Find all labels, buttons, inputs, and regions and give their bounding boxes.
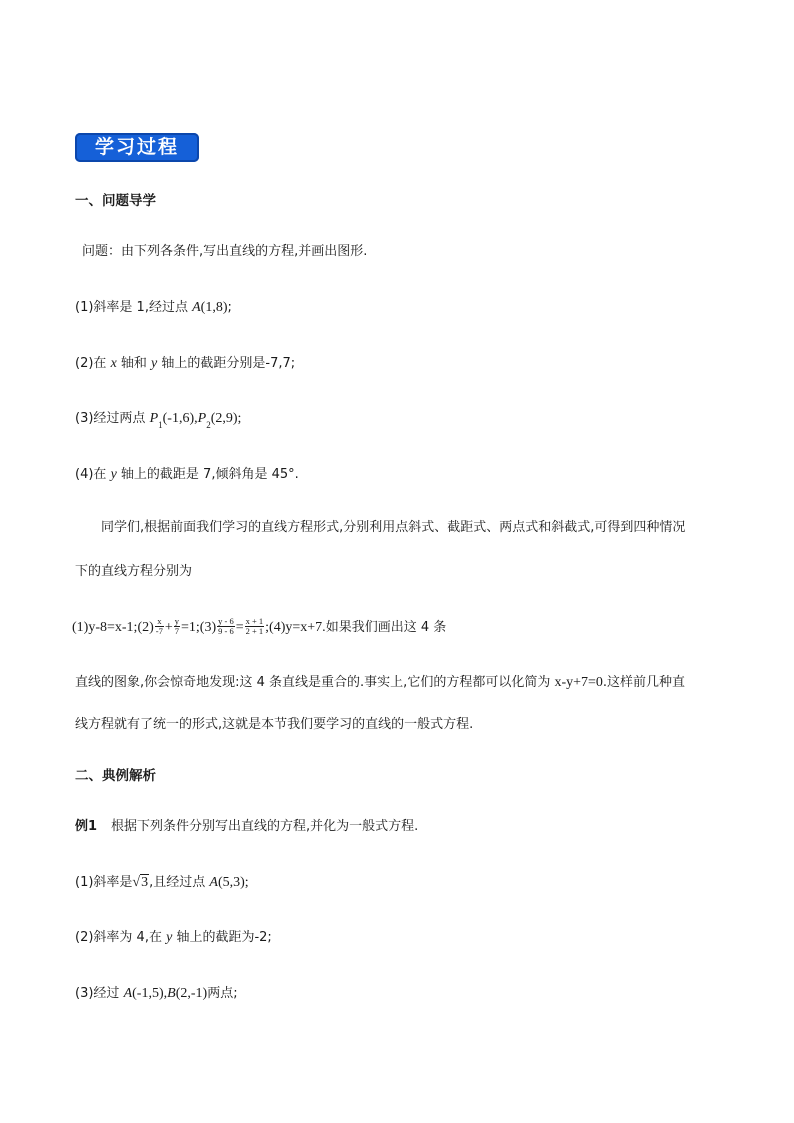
item-text: 轴上的截距为-2; [172, 930, 272, 945]
equation-4: ;(4)y=x+7. [265, 620, 326, 635]
var-x: x [110, 356, 117, 371]
paragraph-2-line-2: 线方程就有了统一的形式,这就是本节我们要学习的直线的一般式方程. [75, 717, 474, 732]
var-y: y [151, 356, 158, 371]
fraction-two-point-right [245, 617, 265, 636]
example-1 [75, 818, 418, 836]
item-text: (4)在 [75, 467, 111, 482]
section2-heading: 二、典例解析 [75, 768, 156, 784]
example-item-3 [75, 985, 238, 1003]
equation-2-prefix: (2) [137, 620, 154, 635]
question-item-2 [75, 355, 295, 373]
item-text: 轴上的截距分别是-7,7; [157, 356, 296, 371]
item-text: 轴和 [116, 356, 152, 371]
var-y: y [166, 930, 173, 945]
numerator: x + 1 [245, 616, 264, 626]
numerator: x [155, 617, 164, 627]
example-item-1 [75, 874, 249, 892]
numerator: y - 6 [218, 616, 234, 626]
point-coords: (5,3); [217, 875, 249, 890]
item-text: (1)斜率是 1,经过点 [75, 300, 193, 315]
plus-sign: + [164, 620, 173, 635]
equations-tail: 如果我们画出这 4 条 [325, 620, 447, 635]
section-badge: 学习过程 [75, 133, 199, 162]
item-suffix: ; [227, 300, 232, 315]
equation-2-suffix: =1;(3) [181, 620, 217, 635]
paragraph-1-line-2: 下的直线方程分别为 [75, 564, 193, 579]
item-text: 轴上的截距是 7,倾斜角是 45°. [116, 467, 299, 482]
point-p2: P [197, 411, 207, 426]
example-item-2 [75, 929, 272, 947]
paragraph-1-line-1: 同学们,根据前面我们学习的直线方程形式,分别利用点斜式、截距式、两点式和斜截式,可得到四种情况 [101, 520, 686, 535]
text: 直线的图象,你会惊奇地发现:这 4 条直线是重合的.事实上,它们的方程都可以化简为 [75, 675, 555, 690]
equation-1: (1)y-8=x-1; [72, 620, 138, 635]
coords-2: (2,9); [210, 411, 242, 426]
item-text: (2)斜率为 4,在 [75, 930, 167, 945]
point-p1: P [149, 411, 159, 426]
item-text: 两点; [207, 986, 238, 1001]
item-text: (2)在 [75, 356, 111, 371]
equations-line [72, 618, 446, 637]
denominator: 9 - 6 [218, 626, 234, 636]
sqrt-3: √3 [132, 875, 149, 890]
fraction-x-over-neg7 [155, 617, 164, 636]
radicand: 3 [141, 875, 149, 890]
equals-sign: = [235, 620, 244, 635]
item-text: (3)经过两点 [75, 411, 150, 426]
example-label: 例1 [75, 819, 98, 834]
point-coords: (1,8) [200, 300, 228, 315]
var-y: y [110, 467, 117, 482]
subscript-1: 1 [158, 420, 163, 430]
numerator: y [174, 616, 180, 626]
paragraph-2-line-1 [75, 674, 685, 692]
fraction-y-over-7 [174, 617, 180, 636]
coords-b: (2,-1) [175, 986, 208, 1001]
denominator: -7 [155, 626, 163, 636]
text: .这样前几种直 [602, 675, 686, 690]
general-equation: x-y+7=0 [554, 675, 603, 690]
question-item-3 [75, 410, 241, 428]
fraction-two-point-left [217, 617, 235, 636]
subscript-2: 2 [206, 420, 211, 430]
point-a: A [209, 875, 218, 890]
question-item-1 [75, 299, 232, 317]
item-text: ,且经过点 [149, 875, 210, 890]
question-text: 问题：由下列各条件,写出直线的方程,并画出图形. [82, 244, 368, 259]
item-text: (3)经过 [75, 986, 124, 1001]
denominator: 2 + 1 [245, 626, 264, 636]
denominator: 7 [174, 626, 180, 636]
example-text: 根据下列条件分别写出直线的方程,并化为一般式方程. [111, 819, 419, 834]
section1-heading: 一、问题导学 [75, 193, 156, 209]
item-text: (1)斜率是 [75, 875, 133, 890]
point-a: A [123, 986, 133, 1001]
point-name: A [192, 300, 201, 315]
question-item-4 [75, 466, 299, 484]
point-b: B [167, 986, 176, 1001]
coords-1: (-1,6), [162, 411, 198, 426]
coords-a: (-1,5), [132, 986, 168, 1001]
